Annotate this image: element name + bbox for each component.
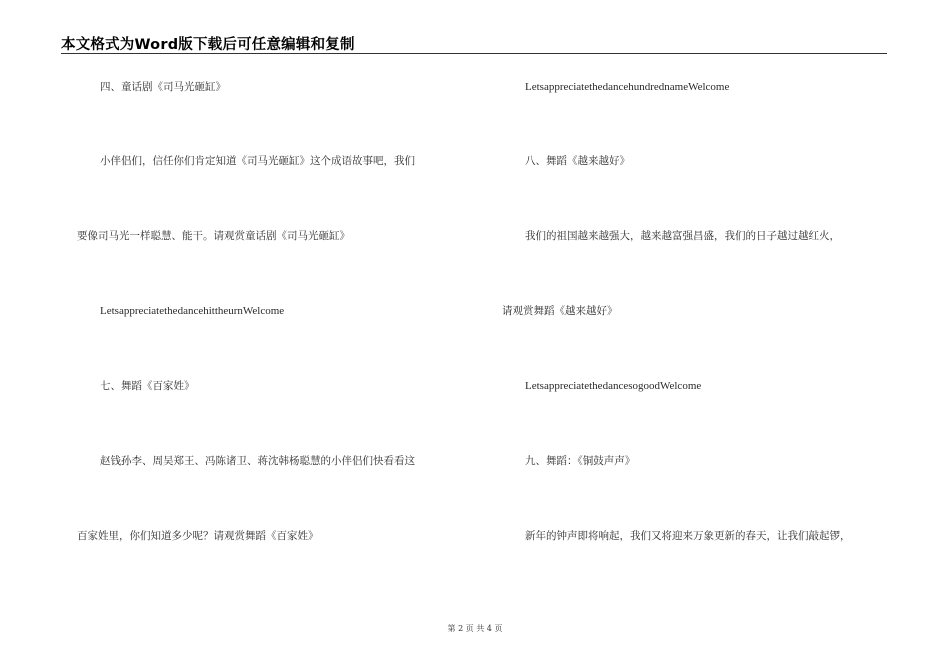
- right-paragraph-line: 新年的钟声即将响起，我们又将迎来万象更新的春天，让我们敲起锣，: [525, 530, 851, 542]
- left-paragraph-line: 百家姓里，你们知道多少呢？请观赏舞蹈《百家姓》: [77, 530, 319, 542]
- left-paragraph-line: 赵钱孙李、周吴郑王、冯陈诸卫、蒋沈韩杨聪慧的小伴侣们快看看这: [100, 455, 415, 467]
- left-paragraph-line: 要像司马光一样聪慧、能干。请观赏童话剧《司马光砸缸》: [77, 230, 350, 242]
- header-divider: [61, 53, 887, 54]
- left-paragraph-line: 小伴侣们，信任你们肯定知道《司马光砸缸》这个成语故事吧，我们: [100, 155, 415, 167]
- left-english-line: LetsappreciatethedancehittheurnWelcome: [100, 305, 285, 317]
- right-heading-8: 八、舞蹈《越来越好》: [525, 155, 630, 167]
- right-paragraph-line: 我们的祖国越来越强大，越来越富强昌盛，我们的日子越过越红火，: [525, 230, 840, 242]
- page-number-footer: 第 2 页 共 4 页: [447, 624, 503, 633]
- left-heading-7: 七、舞蹈《百家姓》: [100, 380, 195, 392]
- right-english-line: LetsappreciatethedancesogoodWelcome: [525, 380, 702, 392]
- page-header-title: 本文格式为Word版下载后可任意编辑和复制: [61, 37, 355, 53]
- right-heading-9: 九、舞蹈：《铜鼓声声》: [525, 455, 636, 467]
- right-english-line: LetsappreciatethedancehundrednameWelcome: [525, 81, 730, 93]
- left-heading-4: 四、童话剧《司马光砸缸》: [100, 81, 226, 93]
- right-paragraph-line: 请观赏舞蹈《越来越好》: [502, 305, 618, 317]
